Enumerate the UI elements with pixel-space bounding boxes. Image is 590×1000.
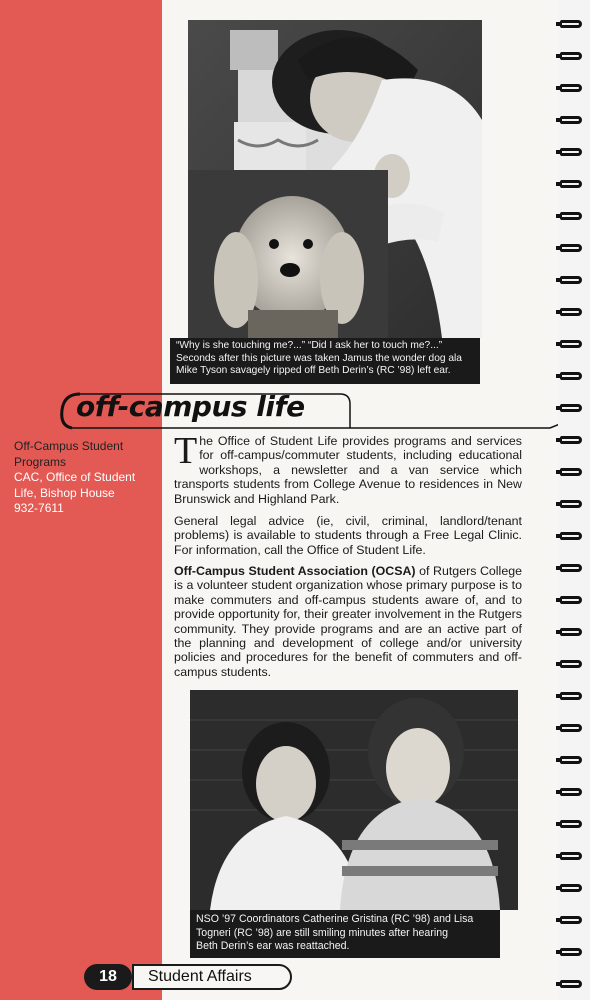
drop-cap: T <box>174 430 198 472</box>
sidebar-heading-line1: Off-Campus Student <box>14 439 124 453</box>
spiral-coil <box>560 884 582 892</box>
spiral-coil <box>560 468 582 476</box>
sidebar-office-line1: CAC, Office of Student <box>14 470 136 484</box>
sidebar-phone: 932-7611 <box>14 501 64 515</box>
spiral-coil <box>560 404 582 412</box>
body-paragraph-3 <box>174 564 522 679</box>
ocsa-name: Off-Campus Student Association (OCSA) <box>174 564 416 578</box>
top-photo-caption <box>170 338 480 384</box>
spiral-binding <box>558 0 590 1000</box>
spiral-coil <box>560 20 582 28</box>
spiral-coil <box>560 340 582 348</box>
spiral-coil <box>560 372 582 380</box>
bottom-caption-line3: Beth Derin’s ear was reattached. <box>196 940 350 952</box>
spiral-coil <box>560 852 582 860</box>
para1-text: he Office of Student Life provides programs and services for off-campus/commuter students, including educational workshops, a newsletter and a van service which transports students from College Avenue to residences in New Brunswick and Highland Park. <box>174 434 522 506</box>
spiral-coil <box>560 724 582 732</box>
spiral-coil <box>560 948 582 956</box>
spiral-coil <box>560 84 582 92</box>
spiral-coil <box>560 788 582 796</box>
top-caption-line1: “Why is she touching me?...” “Did I ask her to touch me?...” <box>176 340 443 351</box>
bottom-caption-line2: Togneri (RC ’98) are still smiling minutes after hearing <box>196 926 448 939</box>
bottom-photo-image <box>190 690 518 910</box>
bottom-photo <box>190 690 518 910</box>
page-number: 18 <box>84 964 132 990</box>
spiral-coil <box>560 116 582 124</box>
top-photo <box>188 20 482 338</box>
footer-section-label: Student Affairs <box>132 964 292 990</box>
spiral-coil <box>560 820 582 828</box>
spiral-coil <box>560 628 582 636</box>
spiral-coil <box>560 596 582 604</box>
spiral-coil <box>560 148 582 156</box>
body-paragraph-1 <box>174 430 522 506</box>
spiral-coil <box>560 564 582 572</box>
spiral-coil <box>560 660 582 668</box>
spiral-coil <box>560 756 582 764</box>
spiral-coil <box>560 692 582 700</box>
bottom-caption-line1: NSO ’97 Coordinators Catherine Gristina (RC ’98) and Lisa <box>196 913 474 925</box>
sidebar-contact <box>14 439 154 517</box>
para2-text: General legal advice (ie, civil, criminal, landlord/tenant problems) is available to students through a Free Legal Clinic. For information, call the Office of Student Life. <box>174 514 522 557</box>
section-title: off-campus life <box>76 390 305 423</box>
top-caption-line3: Mike Tyson savagely ripped off Beth Derin’s (RC ’98) left ear. <box>176 365 451 377</box>
spiral-coil <box>560 532 582 540</box>
spiral-coil <box>560 308 582 316</box>
sidebar-heading-line2: Programs <box>14 454 67 469</box>
spiral-coil <box>560 244 582 252</box>
spiral-coil <box>560 980 582 988</box>
spiral-coil <box>560 916 582 924</box>
bottom-photo-caption <box>190 910 500 958</box>
body-paragraph-2 <box>174 514 522 557</box>
spiral-coil <box>560 180 582 188</box>
spiral-coil <box>560 52 582 60</box>
sidebar-office-line2: Life, Bishop House <box>14 485 115 500</box>
para3-text: of Rutgers College is a volunteer student organization whose primary purpose is to make commuters and off-campus students aware of, and to provide opportunity for, their greater involvement in the Rutgers community. They provide programs and are an active part of the planning and development of college and/or university policies and procedures for the benefit of commuters and off-campus students. <box>174 564 522 679</box>
spiral-coil <box>560 500 582 508</box>
top-photo-image <box>188 20 482 338</box>
spiral-coil <box>560 276 582 284</box>
spiral-coil <box>560 436 582 444</box>
top-caption-line2: Seconds after this picture was taken Jamus the wonder dog ala <box>176 352 462 364</box>
spiral-coil <box>560 212 582 220</box>
